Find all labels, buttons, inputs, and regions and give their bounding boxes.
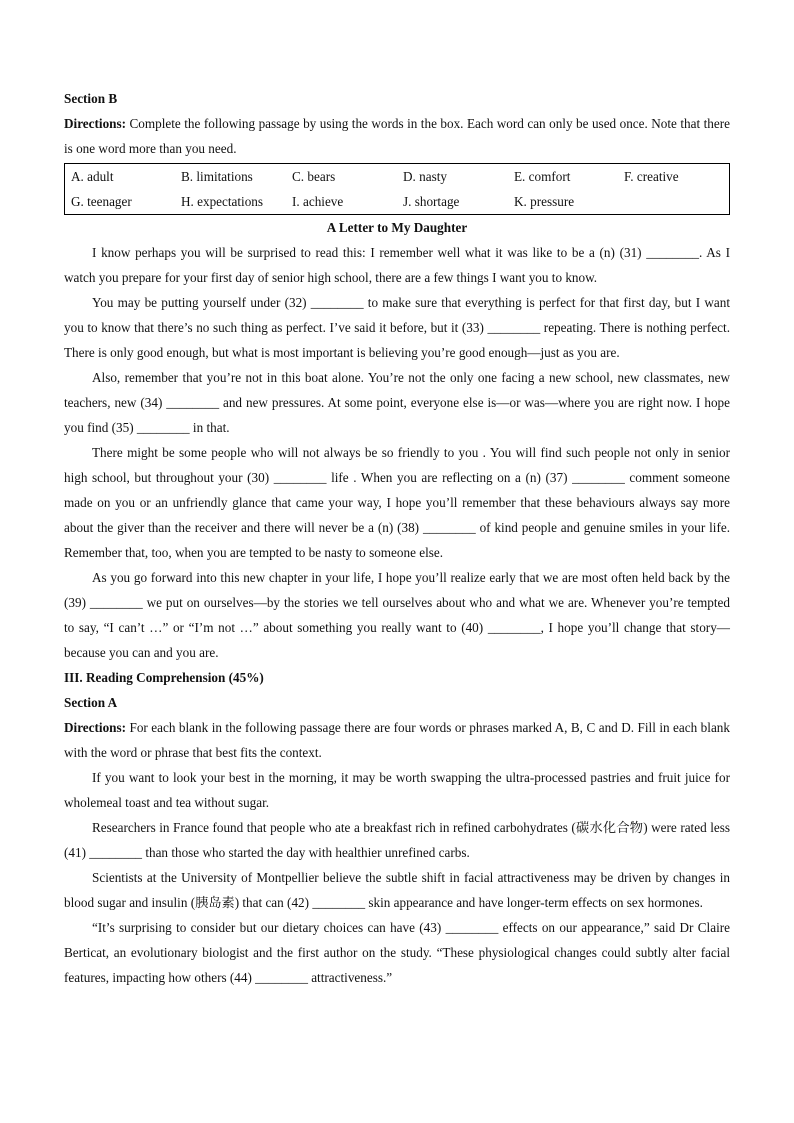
passage-paragraph: If you want to look your best in the morning, it may be worth swapping the ultra-processed pastries and fruit juice for wholemeal toast and tea without sugar. — [64, 770, 730, 810]
section-a-heading: Section A — [64, 695, 118, 710]
part-3-heading: III. Reading Comprehension (45%) — [64, 670, 264, 685]
word-option: A. adult — [71, 169, 114, 184]
passage-paragraph: Scientists at the University of Montpellier believe the subtle shift in facial attractiveness may be driven by changes in blood sugar and insulin (胰岛素) that can (42) ________ skin appearance and have longer-term effects on sex hormones. — [64, 870, 730, 910]
directions-label: Directions: — [64, 116, 127, 131]
word-option: H. expectations — [181, 194, 264, 209]
passage-paragraph: “It’s surprising to consider but our dietary choices can have (43) ________ effects on our appearance,” said Dr Claire Berticat, an evolutionary biologist and the first author on the study. “These physiological changes could subtly alter facial features, impacting how others (44) ________ attractiveness.” — [64, 920, 730, 985]
word-box — [64, 163, 730, 215]
passage-paragraph: Researchers in France found that people who ate a breakfast rich in refined carbohydrates (碳水化合物) were rated less (41) ________ than those who started the day with healthier unrefined carbs. — [64, 820, 730, 860]
passage-paragraph: You may be putting yourself under (32) ________ to make sure that everything is perfect for that first day, but I want you to know that there’s no such thing as perfect. I’ve said it before, but it (33) ________ repeating. There is nothing perfect. There is only good enough, but what is most important is believing you’re good enough—just as you are. — [64, 295, 730, 360]
directions-text: For each blank in the following passage there are four words or phrases marked A, B, C and D. Fill in each blank with the word or phrase that best fits the context. — [64, 720, 730, 760]
section-b-directions — [64, 111, 730, 161]
word-box-row — [71, 189, 723, 214]
section-a-directions — [64, 715, 730, 765]
word-option: K. pressure — [514, 194, 575, 209]
directions-text: Complete the following passage by using the words in the box. Each word can only be used once. Note that there is one word more than you need. — [64, 116, 730, 156]
passage-paragraph: As you go forward into this new chapter in your life, I hope you’ll realize early that we are most often held back by the (39) ________ we put on ourselves—by the stories we tell ourselves about who and what we are. Whenever you’re tempted to say, “I can’t …” or “I’m not …” about something you really want to (40) ________, I hope you’ll change that story—because you can and you are. — [64, 570, 730, 660]
passage-paragraph: I know perhaps you will be surprised to read this: I remember well what it was like to be a (n) (31) ________. As I watch you prepare for your first day of senior high school, there are a few things I want you to know. — [64, 245, 730, 285]
word-option: G. teenager — [71, 194, 132, 209]
section-b-heading: Section B — [64, 91, 118, 106]
word-box-row — [71, 164, 723, 189]
word-option: C. bears — [292, 169, 336, 184]
word-option: J. shortage — [403, 194, 460, 209]
word-option-empty — [624, 189, 734, 214]
word-option: B. limitations — [181, 169, 253, 184]
passage-paragraph: There might be some people who will not always be so friendly to you . You will find such people not only in senior high school, but throughout your (30) ________ life . When you are reflecting on a (n) (37) ________ comment someone made on you or an unfriendly glance that came your way, I hope you’ll remember that these behaviours always say more about the giver than the receiver and there will never be a (n) (38) ________ of kind people and genuine smiles in your life. Remember that, too, when you are tempted to be nasty to someone else. — [64, 445, 730, 560]
directions-label: Directions: — [64, 720, 127, 735]
word-option: I. achieve — [292, 194, 344, 209]
word-option: E. comfort — [514, 169, 571, 184]
word-option: D. nasty — [403, 169, 447, 184]
word-option: F. creative — [624, 169, 679, 184]
passage-title: A Letter to My Daughter — [326, 220, 468, 235]
passage-paragraph: Also, remember that you’re not in this boat alone. You’re not the only one facing a new school, new classmates, new teachers, new (34) ________ and new pressures. At some point, everyone else is—or was—where you are right now. I hope you find (35) ________ in that. — [64, 370, 730, 435]
